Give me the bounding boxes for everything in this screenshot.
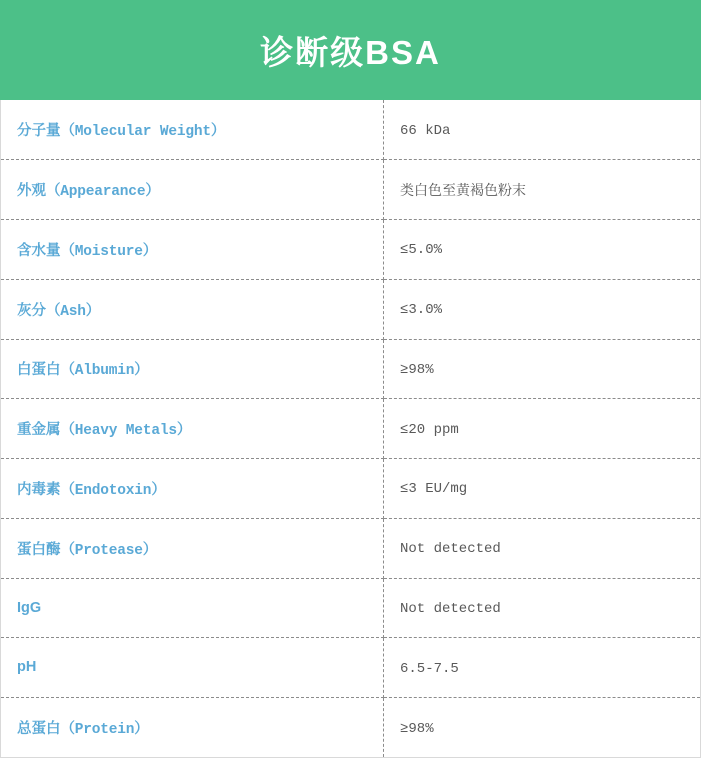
parameter-name-cn: 白蛋白 [17, 362, 61, 379]
table-row [1, 339, 701, 399]
parameter-name-cn: 内毒素 [17, 481, 61, 498]
value-cell [384, 518, 701, 578]
value-cell [384, 578, 701, 638]
table-row [1, 399, 701, 459]
parameter-name-cn: 含水量 [17, 242, 61, 259]
value-cell [384, 698, 701, 758]
table-row [1, 100, 701, 160]
value-cell [384, 100, 701, 160]
value-text: 66 kDa [400, 122, 451, 139]
parameter-name-cn: pH [17, 659, 37, 676]
parameter-name-en: （Heavy Metals） [60, 423, 192, 440]
specification-table [0, 100, 701, 758]
table-row [1, 698, 701, 758]
value-text: ≥98% [400, 361, 434, 378]
parameter-name-cn: 分子量 [17, 123, 61, 140]
parameter-name-en: （Appearance） [46, 184, 160, 201]
value-cell [384, 339, 701, 399]
value-text: 类白色至黄褐色粉末 [400, 181, 526, 198]
value-cell [384, 399, 701, 459]
parameter-cell [1, 220, 384, 280]
value-text: ≤5.0% [400, 242, 443, 259]
parameter-name-cn: 灰分 [17, 302, 46, 319]
parameter-cell [1, 160, 384, 220]
value-cell [384, 638, 701, 698]
value-cell [384, 459, 701, 519]
parameter-name-en: （Endotoxin） [60, 482, 166, 499]
parameter-cell [1, 279, 384, 339]
value-text: ≥98% [400, 720, 434, 737]
parameter-name-cn: 蛋白酶 [17, 541, 61, 558]
value-text: ≤3 EU/mg [400, 481, 468, 498]
value-text: Not detected [400, 601, 501, 617]
parameter-name-en: （Albumin） [60, 363, 149, 380]
parameter-name-cn: 外观 [17, 183, 46, 200]
parameter-cell [1, 459, 384, 519]
table-row [1, 638, 701, 698]
parameter-cell [1, 638, 384, 698]
value-cell [384, 220, 701, 280]
table-row [1, 578, 701, 638]
parameter-name-cn: IgG [17, 599, 42, 616]
value-text: Not detected [400, 541, 501, 558]
table-row [1, 518, 701, 578]
value-cell [384, 279, 701, 339]
table-row [1, 279, 701, 339]
value-text: 6.5-7.5 [400, 660, 459, 677]
parameter-name-en: （Protease） [60, 542, 158, 559]
parameter-cell [1, 399, 384, 459]
parameter-name-en: （Moisture） [60, 243, 158, 260]
parameter-name-cn: 重金属 [17, 422, 61, 439]
value-cell [384, 160, 701, 220]
parameter-name-en: （Ash） [46, 303, 101, 320]
parameter-cell [1, 339, 384, 399]
parameter-name-en: （Protein） [60, 722, 149, 739]
table-row [1, 220, 701, 280]
page-title: 诊断级BSA [260, 33, 441, 71]
parameter-name-cn: 总蛋白 [17, 721, 61, 738]
table-row [1, 160, 701, 220]
parameter-cell [1, 698, 384, 758]
parameter-cell [1, 578, 384, 638]
value-text: ≤20 ppm [400, 421, 459, 438]
parameter-cell [1, 100, 384, 160]
table-row [1, 459, 701, 519]
parameter-cell [1, 518, 384, 578]
value-text: ≤3.0% [400, 302, 443, 319]
parameter-name-en: （Molecular Weight） [60, 124, 226, 141]
table-body [1, 100, 701, 758]
card-header [0, 0, 701, 100]
